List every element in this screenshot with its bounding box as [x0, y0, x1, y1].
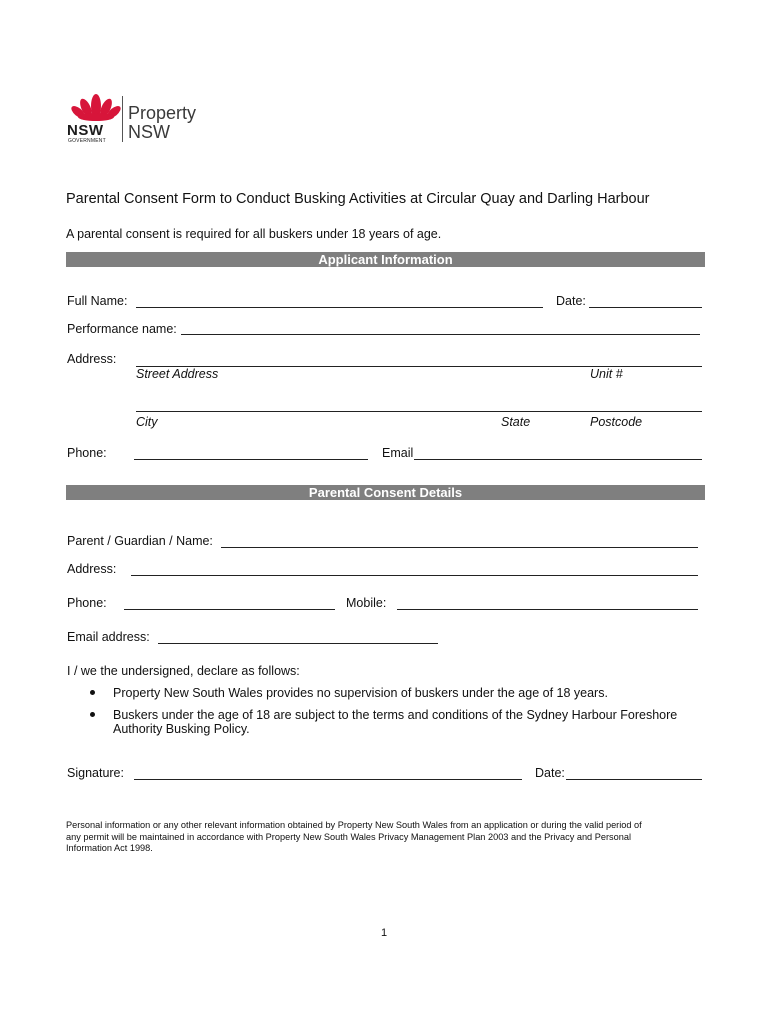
applicant-date-label: Date: [556, 294, 586, 308]
declaration-text: I / we the undersigned, declare as follows: [67, 664, 300, 678]
property-nsw-wordmark [128, 104, 196, 142]
guardian-phone-field[interactable] [124, 609, 335, 610]
full-name-label: Full Name: [67, 294, 128, 308]
city-state-postcode-field[interactable] [136, 411, 702, 412]
applicant-date-field[interactable] [589, 307, 702, 308]
privacy-line: Personal information or any other relevant information obtained by Property New South Wales from an application or during the valid period of [66, 820, 642, 830]
performance-name-label: Performance name: [67, 322, 177, 336]
guardian-email-label: Email address: [67, 630, 150, 644]
brand-line-property: Property [128, 103, 197, 123]
brand-line-nsw: NSW [128, 122, 170, 142]
privacy-line: Information Act 1998. [66, 843, 153, 853]
signature-date-label: Date: [535, 766, 565, 780]
declaration-item-continued: Authority Busking Policy. [113, 722, 250, 736]
bullet-marker [90, 712, 95, 717]
guardian-email-field[interactable] [158, 643, 438, 644]
logo-divider [122, 96, 123, 142]
waratah-flower-icon [68, 92, 124, 122]
page-title: Parental Consent Form to Conduct Busking Activities at Circular Quay and Darling Harbour [66, 191, 650, 207]
signature-label: Signature: [67, 766, 124, 780]
signature-date-field[interactable] [566, 779, 702, 780]
postcode-caption: Postcode [590, 415, 643, 429]
unit-caption: Unit # [590, 367, 623, 381]
privacy-line: any permit will be maintained in accordance with Property New South Wales Privacy Management Plan 2003 and the Privacy and Personal [66, 831, 631, 842]
nsw-government-logo [66, 92, 126, 144]
declaration-item: Property New South Wales provides no supervision of buskers under the age of 18 years. [113, 686, 608, 700]
intro-text: A parental consent is required for all buskers under 18 years of age. [66, 227, 442, 241]
privacy-notice [66, 820, 642, 855]
guardian-address-label: Address: [67, 562, 117, 576]
guardian-mobile-field[interactable] [397, 609, 698, 610]
full-name-field[interactable] [136, 307, 543, 308]
nsw-wordmark: NSW [67, 122, 104, 139]
guardian-address-field[interactable] [131, 575, 698, 576]
state-caption: State [501, 415, 531, 429]
guardian-phone-label: Phone: [67, 596, 107, 610]
address-label: Address: [67, 352, 117, 366]
signature-field[interactable] [134, 779, 522, 780]
applicant-phone-field[interactable] [134, 459, 368, 460]
performance-name-field[interactable] [181, 334, 700, 335]
applicant-phone-label: Phone: [67, 446, 107, 460]
applicant-section-header: Applicant Information [66, 252, 705, 267]
applicant-email-field[interactable] [414, 459, 702, 460]
guardian-name-label: Parent / Guardian / Name: [67, 534, 213, 548]
declaration-item: Buskers under the age of 18 are subject to the terms and conditions of the Sydney Harbour Foreshore [113, 708, 678, 722]
bullet-marker [90, 690, 95, 695]
city-caption: City [136, 415, 158, 429]
guardian-mobile-label: Mobile: [346, 596, 387, 610]
guardian-name-field[interactable] [221, 547, 698, 548]
street-address-caption: Street Address [136, 367, 219, 381]
page-number: 1 [381, 927, 388, 939]
government-wordmark: GOVERNMENT [68, 138, 106, 144]
applicant-email-label: Email [382, 446, 414, 460]
parental-section-header: Parental Consent Details [66, 485, 705, 500]
